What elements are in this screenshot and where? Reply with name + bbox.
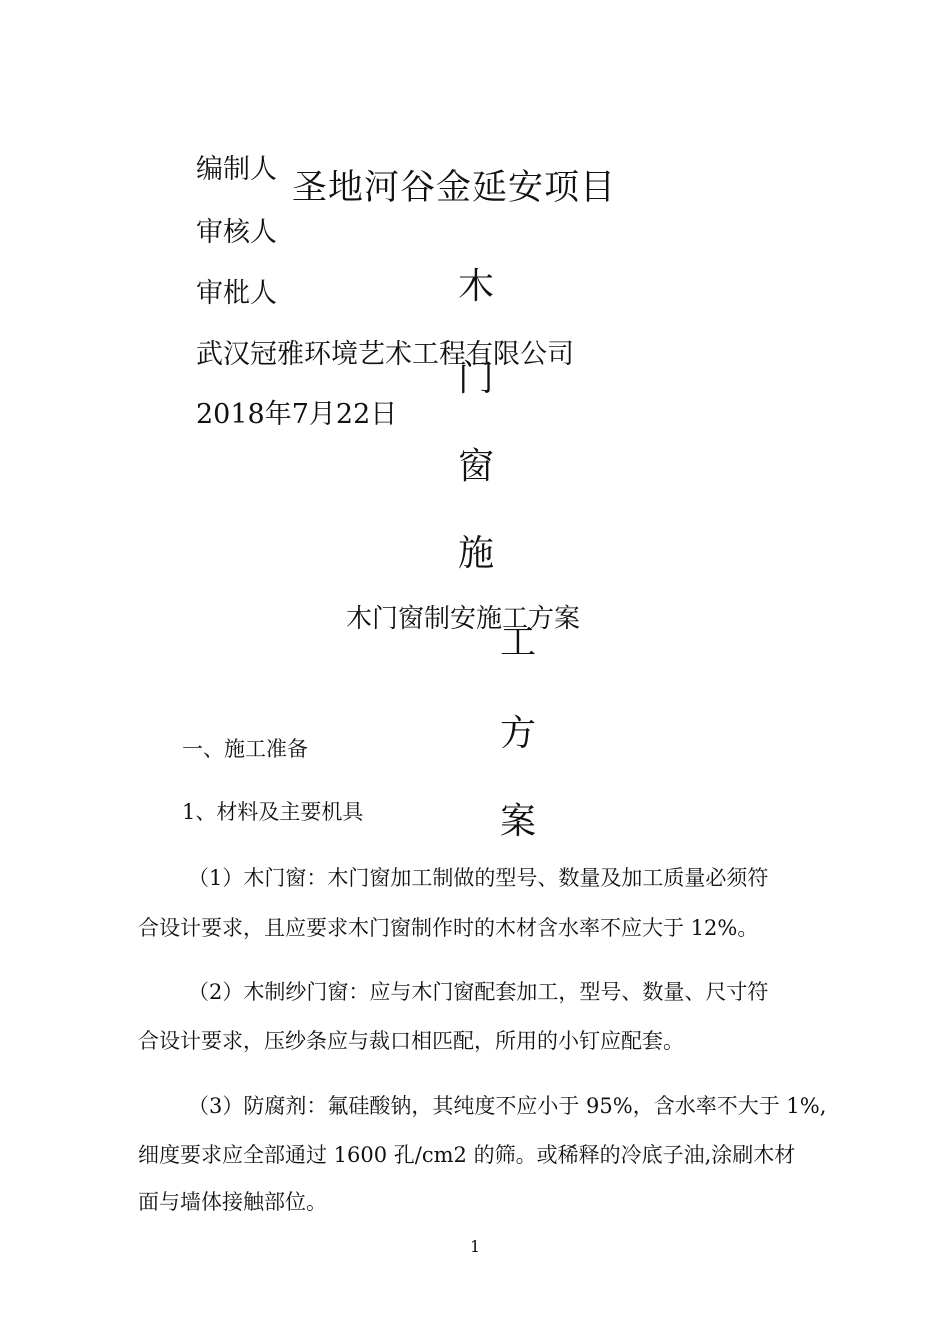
section-heading: 一、施工准备 bbox=[182, 737, 308, 761]
paragraph-line: 细度要求应全部通过 1600 孔/cm2 的筛。或稀释的冷底子油,涂刷木材 bbox=[138, 1143, 796, 1167]
vertical-title-char: 窗 bbox=[458, 446, 495, 487]
project-title: 圣地河谷金延安项目 bbox=[292, 168, 617, 208]
vertical-title-char: 工 bbox=[500, 622, 537, 663]
reviewer-label: 审核人 bbox=[196, 217, 277, 248]
vertical-title-char: 门 bbox=[458, 358, 495, 399]
page-number: 1 bbox=[470, 1237, 481, 1256]
document-date: 2018年7月22日 bbox=[196, 399, 398, 430]
paragraph-line: 面与墙体接触部位。 bbox=[138, 1190, 327, 1214]
company-name: 武汉冠雅环境艺术工程有限公司 bbox=[196, 339, 574, 370]
paragraph-line: 合设计要求，压纱条应与裁口相匹配，所用的小钉应配套。 bbox=[138, 1029, 684, 1053]
subsection-heading: 1、材料及主要机具 bbox=[182, 800, 364, 824]
vertical-title-char: 案 bbox=[500, 801, 537, 842]
paragraph-line: （1）木门窗：木门窗加工制做的型号、数量及加工质量必须符 bbox=[188, 866, 769, 890]
paragraph-line: 合设计要求，且应要求木门窗制作时的木材含水率不应大于 12%。 bbox=[138, 916, 759, 940]
compiler-label: 编制人 bbox=[196, 154, 277, 185]
paragraph-line: （3）防腐剂：氟硅酸钠，其纯度不应小于 95%，含水率不大于 1%, bbox=[188, 1094, 827, 1118]
paragraph-line: （2）木制纱门窗：应与木门窗配套加工，型号、数量、尺寸符 bbox=[188, 980, 769, 1004]
vertical-title-char: 施 bbox=[458, 533, 495, 574]
vertical-title-char: 木 bbox=[458, 266, 495, 307]
vertical-title-char: 方 bbox=[500, 713, 537, 754]
approver-label: 审枇人 bbox=[196, 278, 277, 309]
document-subtitle: 木门窗制安施工方案 bbox=[346, 604, 581, 634]
